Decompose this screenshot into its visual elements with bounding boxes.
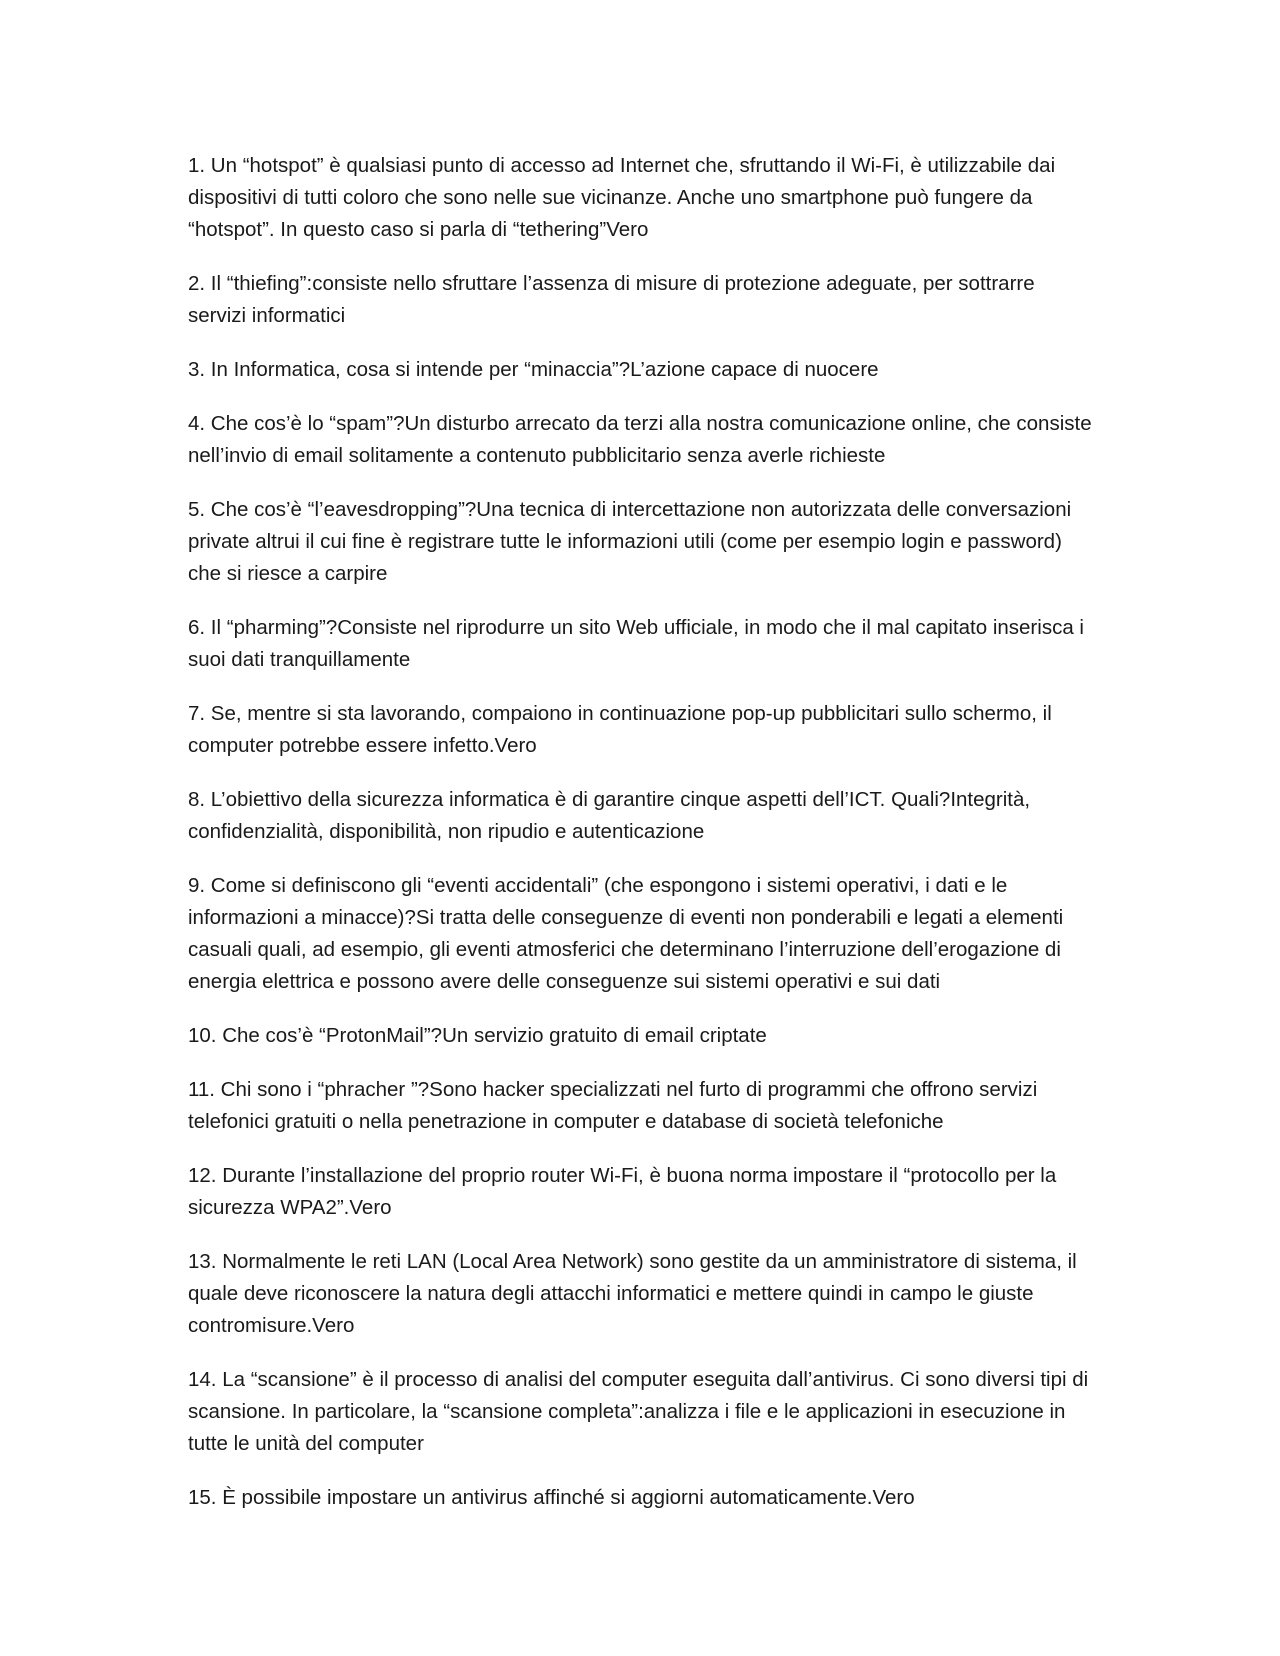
question-item-8: 8. L’obiettivo della sicurezza informatica è di garantire cinque aspetti dell’ICT. Quali?Integrità, confidenzialità, disponibilità, non ripudio e autenticazione [188,788,1031,843]
question-item-5: 5. Che cos’è “l’eavesdropping”?Una tecnica di intercettazione non autorizzata delle conversazioni private altrui il cui fine è registrare tutte le informazioni utili (come per esempio login e password) che si riesce a carpire [188,498,1072,585]
question-item-3: 3. In Informatica, cosa si intende per “minaccia”?L’azione capace di nuocere [188,358,879,381]
question-item-14: 14. La “scansione” è il processo di analisi del computer eseguita dall’antivirus. Ci sono diversi tipi di scansione. In particolare, la “scansione completa”:analizza i file e le applicazioni in esecuzione in tutte le unità del computer [188,1368,1089,1455]
question-item-11: 11. Chi sono i “phracher ”?Sono hacker specializzati nel furto di programmi che offrono servizi telefonici gratuiti o nella penetrazione in computer e database di società telefoniche [188,1078,1038,1133]
question-item-13: 13. Normalmente le reti LAN (Local Area Network) sono gestite da un amministratore di sistema, il quale deve riconoscere la natura degli attacchi informatici e mettere quindi in campo le giuste contromisure.Vero [188,1250,1077,1337]
question-item-10: 10. Che cos’è “ProtonMail”?Un servizio gratuito di email criptate [188,1024,767,1047]
question-item-2: 2. Il “thiefing”:consiste nello sfruttare l’assenza di misure di protezione adeguate, per sottrarre servizi informatici [188,272,1035,327]
question-item-7: 7. Se, mentre si sta lavorando, compaiono in continuazione pop-up pubblicitari sullo schermo, il computer potrebbe essere infetto.Vero [188,702,1052,757]
document-page [188,150,1098,1536]
question-item-15: 15. È possibile impostare un antivirus affinché si aggiorni automaticamente.Vero [188,1486,915,1509]
question-item-12: 12. Durante l’installazione del proprio router Wi-Fi, è buona norma impostare il “protocollo per la sicurezza WPA2”.Vero [188,1164,1057,1219]
question-item-1: 1. Un “hotspot” è qualsiasi punto di accesso ad Internet che, sfruttando il Wi-Fi, è utilizzabile dai dispositivi di tutti coloro che sono nelle sue vicinanze. Anche uno smartphone può fungere da “hotspot”. In questo caso si parla di “tethering”Vero [188,154,1056,241]
question-item-4: 4. Che cos’è lo “spam”?Un disturbo arrecato da terzi alla nostra comunicazione online, che consiste nell’invio di email solitamente a contenuto pubblicitario senza averle richieste [188,412,1092,467]
question-item-6: 6. Il “pharming”?Consiste nel riprodurre un sito Web ufficiale, in modo che il mal capitato inserisca i suoi dati tranquillamente [188,616,1084,671]
question-item-9: 9. Come si definiscono gli “eventi accidentali” (che espongono i sistemi operativi, i dati e le informazioni a minacce)?Si tratta delle conseguenze di eventi non ponderabili e legati a elementi casuali quali, ad esempio, gli eventi atmosferici che determinano l’interruzione dell’erogazione di energia elettrica e possono avere delle conseguenze sui sistemi operativi e sui dati [188,874,1064,993]
